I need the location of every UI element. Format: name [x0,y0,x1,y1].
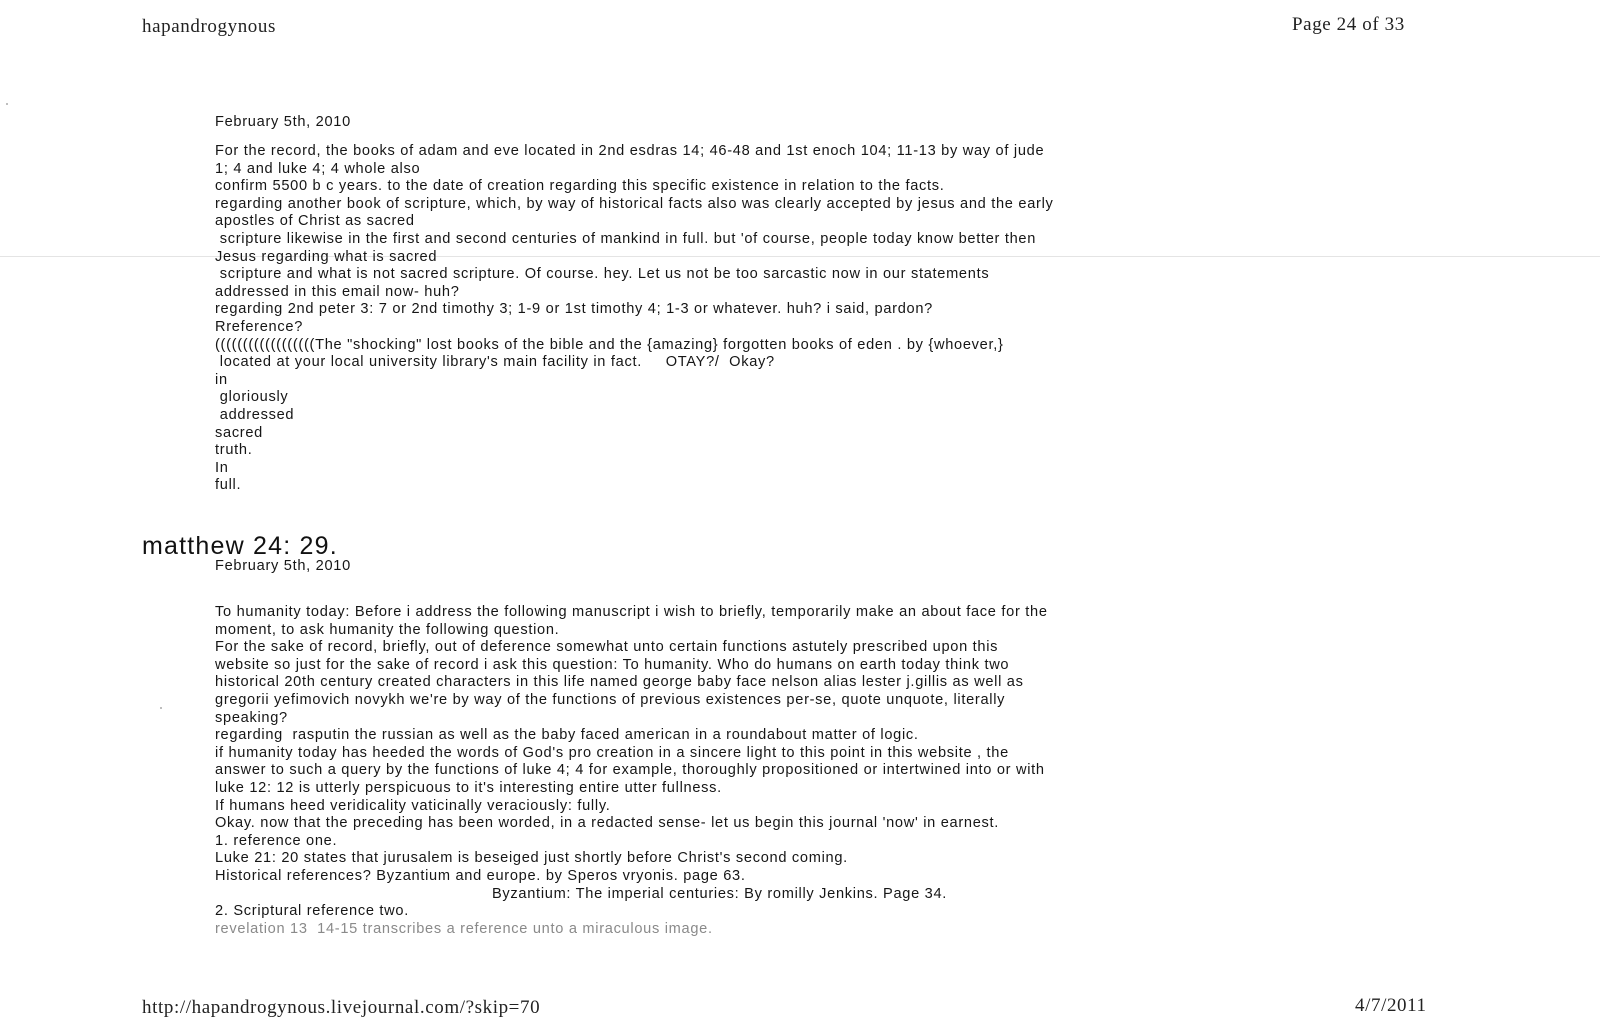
text-line: confirm 5500 b c years. to the date of creation regarding this specific existence in relation to the facts. [215,178,945,195]
text-line: Rreference? [215,318,304,335]
entry1-date: February 5th, 2010 [215,114,351,130]
entry2-title: matthew 24: 29. [142,532,338,560]
text-line: To humanity today: Before i address the following manuscript i wish to briefly, temporarily make an about face for the [215,604,1048,620]
text-line: in [215,371,228,388]
scriptural-reference-two: 2. Scriptural reference two. [215,903,409,920]
text-line: luke 12: 12 is utterly perspicuous to it's interesting entire utter fullness. [215,779,722,796]
text-line: In [215,459,229,476]
text-line: regarding 2nd peter 3: 7 or 2nd timothy 3; 1-9 or 1st timothy 4; 1-3 or whatever. huh? i said, pardon? [215,301,933,318]
text-line: truth. [215,442,253,459]
entry1-body [215,143,1054,495]
text-line: ((((((((((((((((((The "shocking" lost books of the bible and the {amazing} forgotten books of eden . by {whoever,} [215,336,1004,353]
header-page-number: Page 24 of 33 [1292,14,1405,35]
text-line: Okay. now that the preceding has been worded, in a redacted sense- let us begin this journal 'now' in earnest. [215,815,1000,832]
text-line: moment, to ask humanity the following question. [215,621,560,638]
scan-speck [6,103,8,105]
scan-speck [160,707,162,709]
text-line: gregorii yefimovich novykh we're by way of the functions of previous existences per-se, quote unquote, literally [215,691,1006,708]
faint-text-line: revelation 13 14-15 transcribes a reference unto a miraculous image. [215,920,713,937]
text-line: if humanity today has heeded the words of God's pro creation in a sincere light to this point in this website , the [215,744,1009,761]
text-line: For the sake of record, briefly, out of deference somewhat unto certain functions astutely prescribed upon this [215,639,999,656]
text-line: regarding rasputin the russian as well as the baby faced american in a roundabout matter of logic. [215,727,919,744]
indented-reference-line: Byzantium: The imperial centuries: By romilly Jenkins. Page 34. [492,885,948,902]
text-line: website so just for the sake of record i ask this question: To humanity. Who do humans on earth today think two [215,656,1010,673]
text-line: Jesus regarding what is sacred [215,248,438,265]
text-line: For the record, the books of adam and eve located in 2nd esdras 14; 46-48 and 1st enoch 104; 11-13 by way of jude [215,143,1045,159]
text-line: addressed [215,406,295,423]
entry2-body [215,604,1048,938]
text-line: located at your local university library's main facility in fact. OTAY?/ Okay? [215,354,775,371]
text-line: apostles of Christ as sacred [215,213,415,230]
text-line: Historical references? Byzantium and europe. by Speros vryonis. page 63. [215,867,746,884]
entry2-date: February 5th, 2010 [215,558,351,574]
text-line: gloriously [215,389,289,406]
header-site-name: hapandrogynous [142,16,276,37]
text-line: Luke 21: 20 states that jurusalem is beseiged just shortly before Christ's second coming. [215,850,848,867]
text-line: full. [215,477,242,494]
text-line: regarding another book of scripture, which, by way of historical facts also was clearly accepted by jesus and the early [215,195,1054,212]
text-line: scripture likewise in the first and second centuries of mankind in full. but 'of course, people today know better then [215,230,1037,247]
text-line: addressed in this email now- huh? [215,283,460,300]
text-line: answer to such a query by the functions of luke 4; 4 for example, thoroughly propositioned or intertwined into or with [215,762,1045,779]
text-line: sacred [215,424,264,441]
text-line: 1; 4 and luke 4; 4 whole also [215,160,421,177]
text-line: speaking? [215,709,288,726]
footer-date: 4/7/2011 [1355,995,1427,1016]
text-line: 1. reference one. [215,832,338,849]
text-line: If humans heed veridicality vaticinally veraciously: fully. [215,797,611,814]
text-line: scripture and what is not sacred scripture. Of course. hey. Let us not be too sarcastic now in our statements [215,266,990,283]
text-line: historical 20th century created characters in this life named george baby face nelson alias lester j.gillis as well as [215,674,1024,691]
footer-url: http://hapandrogynous.livejournal.com/?skip=70 [142,997,541,1018]
